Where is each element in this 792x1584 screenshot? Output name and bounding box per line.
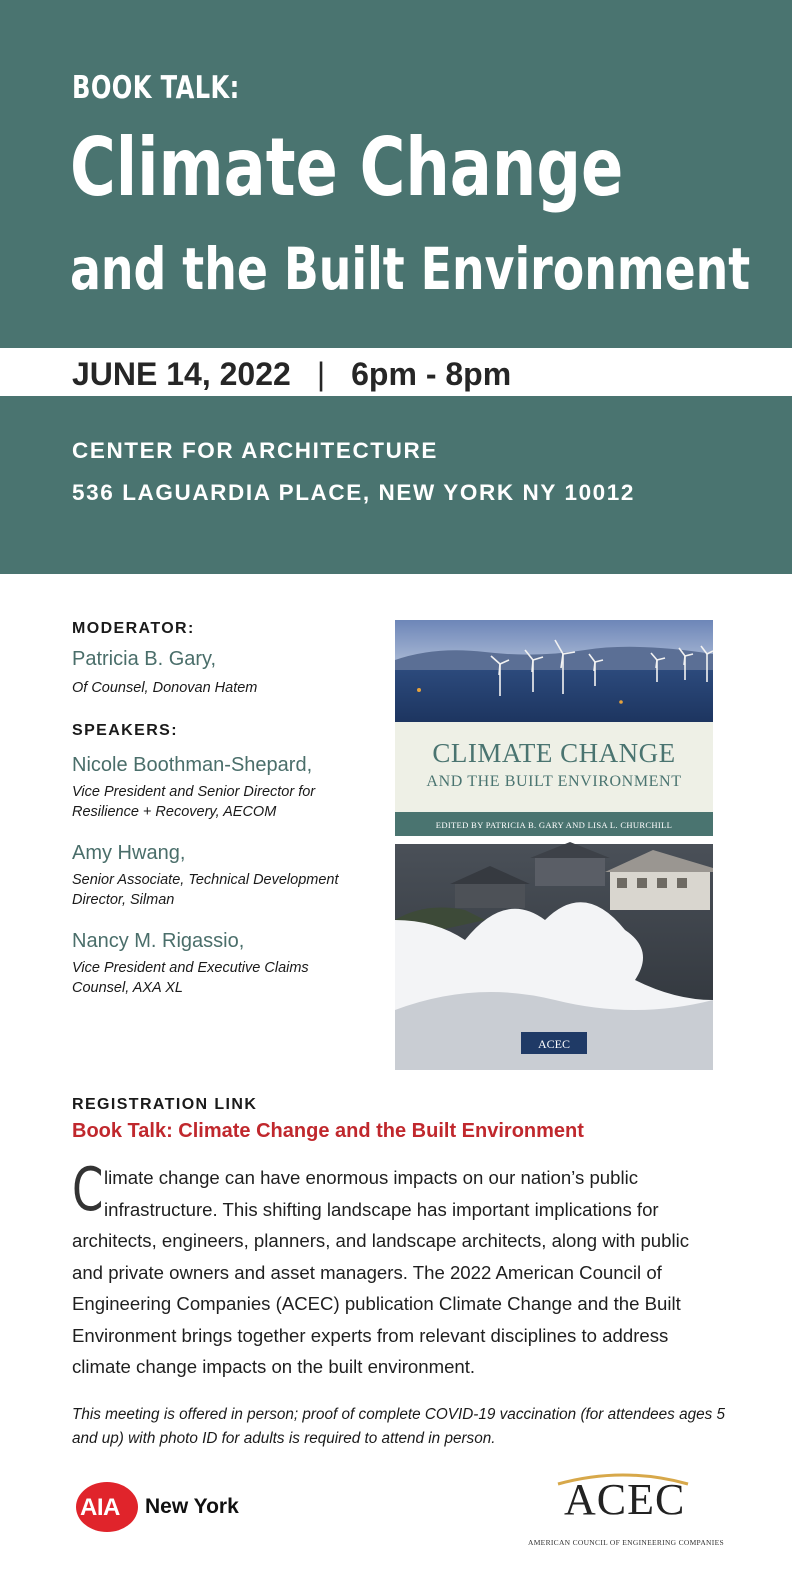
venue-address: 536 LAGUARDIA PLACE, NEW YORK NY 10012 <box>72 480 636 505</box>
book-cover-art <box>395 620 713 1070</box>
kicker: BOOK TALK: <box>72 70 240 106</box>
cover-acec-badge: ACEC <box>537 1037 571 1051</box>
date-time-line <box>72 356 511 393</box>
book-cover <box>395 620 713 1070</box>
cover-editors: EDITED BY PATRICIA B. GARY AND LISA L. CHURCHILL <box>435 820 673 830</box>
venue-band <box>0 396 792 574</box>
event-title-line1: Climate Change <box>70 121 624 214</box>
header-band <box>0 0 792 348</box>
aia-mark: AIA <box>80 1494 120 1521</box>
acec-full-name: AMERICAN COUNCIL OF ENGINEERING COMPANIES <box>528 1538 724 1547</box>
drop-cap: C <box>72 1155 104 1225</box>
speaker-title: Senior Associate, Technical Development Director, Silman <box>72 872 339 908</box>
covid-notice: This meeting is offered in person; proof of complete COVID-19 vaccination (for attendees ages 5 and up) with photo ID for adults is required to attend in person. <box>72 1406 726 1447</box>
moderator-name: Patricia B. Gary, <box>72 648 217 670</box>
description <box>72 1155 722 1383</box>
speakers-label: SPEAKERS: <box>72 722 178 739</box>
speaker-name: Nicole Boothman-Shepard, <box>72 754 313 776</box>
event-date: JUNE 14, 2022 <box>72 356 291 392</box>
event-time: 6pm - 8pm <box>351 356 512 392</box>
cover-title-line1: CLIMATE CHANGE <box>432 738 676 768</box>
acec-wordmark: ACEC <box>564 1475 686 1524</box>
speaker-title: Vice President and Executive Claims Counsel, AXA XL <box>72 960 309 996</box>
registration-link[interactable]: Book Talk: Climate Change and the Built Environment <box>72 1120 584 1142</box>
venue-name: CENTER FOR ARCHITECTURE <box>72 438 438 463</box>
speaker-name: Nancy M. Rigassio, <box>72 930 245 952</box>
event-title-line2: and the Built Environment <box>70 235 751 303</box>
moderator-label: MODERATOR: <box>72 620 195 637</box>
acec-logo <box>528 1470 724 1560</box>
aia-new-york-logo <box>76 1482 276 1532</box>
aia-badge-icon <box>76 1482 138 1532</box>
date-separator: | <box>316 356 326 392</box>
registration-label: REGISTRATION LINK <box>72 1096 258 1113</box>
moderator-title: Of Counsel, Donovan Hatem <box>72 680 258 696</box>
speaker-name: Amy Hwang, <box>72 842 186 864</box>
speaker-title: Vice President and Senior Director for Resilience + Recovery, AECOM <box>72 784 316 820</box>
aia-wordmark: New York <box>145 1495 239 1518</box>
cover-title-line2: AND THE BUILT ENVIRONMENT <box>426 773 682 790</box>
description-text: limate change can have enormous impacts on our nation’s public infrastructure. This shifting landscape has important implications for architects, engineers, planners, and landscape architects, along with public and private owners and asset managers. The 2022 American Council of Engineering Companies (ACEC) publication Climate Change and the Built Environment brings together experts from relevant disciplines to address climate change impacts on the built environment. <box>72 1167 690 1377</box>
